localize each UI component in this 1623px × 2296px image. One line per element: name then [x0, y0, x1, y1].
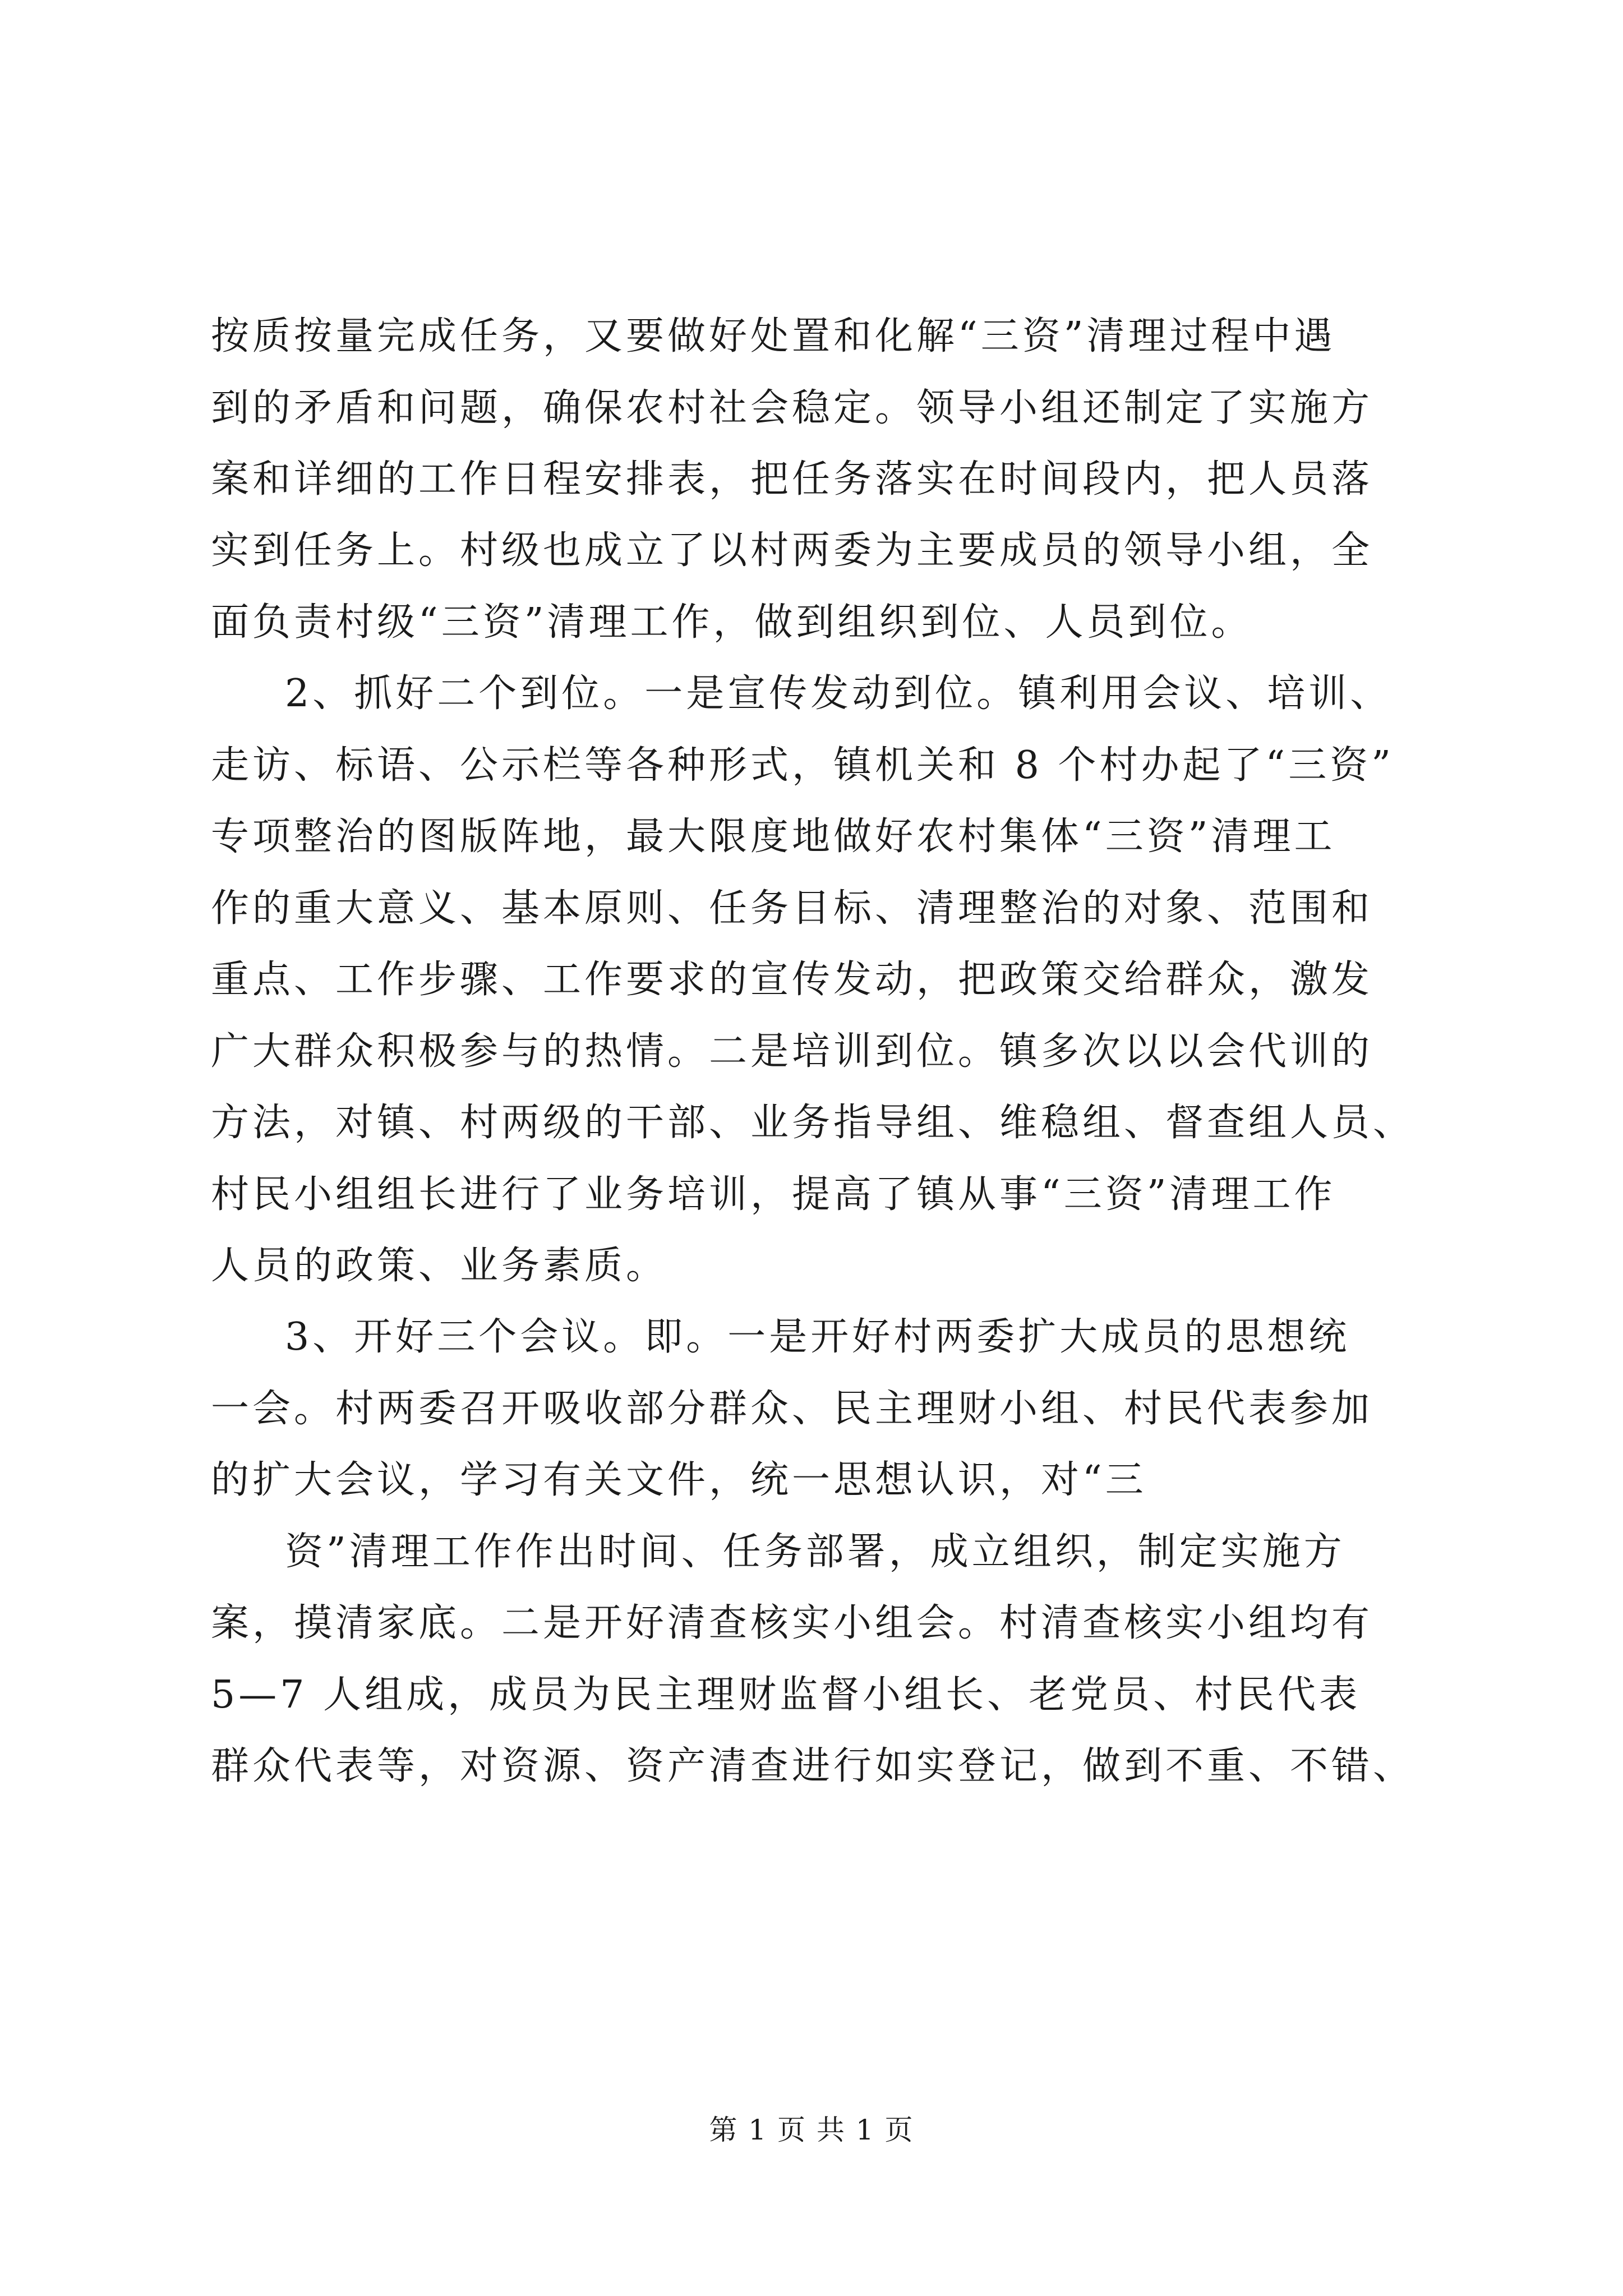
text-line: 广大群众积极参与的热情。二是培训到位。镇多次以以会代训的 — [211, 1029, 1373, 1074]
text-line: 案和详细的工作日程安排表，把任务落实在时间段内，把人员落 — [211, 457, 1373, 501]
text-line: 到的矛盾和问题，确保农村社会稳定。领导小组还制定了实施方 — [211, 386, 1373, 430]
text-line: 专项整治的图版阵地，最大限度地做好农村集体“三资”清理工 — [211, 815, 1336, 859]
text-line: 实到任务上。村级也成立了以村两委为主要成员的领导小组，全 — [211, 528, 1373, 573]
text-line: 群众代表等，对资源、资产清查进行如实登记，做到不重、不错、 — [211, 1744, 1415, 1788]
text-line: 案，摸清家底。二是开好清查核实小组会。村清查核实小组均有 — [211, 1601, 1373, 1645]
text-line-indented: 资”清理工作作出时间、任务部署，成立组织，制定实施方 — [285, 1530, 1345, 1574]
text-line: 作的重大意义、基本原则、任务目标、清理整治的对象、范围和 — [211, 886, 1373, 931]
text-line: 的扩大会议，学习有关文件，统一思想认识，对“三 — [211, 1458, 1147, 1502]
text-line: 一会。村两委召开吸收部分群众、民主理财小组、村民代表参加 — [211, 1387, 1373, 1431]
text-line: 按质按量完成任务，又要做好处置和化解“三资”清理过程中遇 — [211, 314, 1336, 358]
text-line: 5—7 人组成，成员为民主理财监督小组长、老党员、村民代表 — [211, 1673, 1361, 1717]
text-line: 面负责村级“三资”清理工作，做到组织到位、人员到位。 — [211, 600, 1253, 645]
text-line: 村民小组组长进行了业务培训，提高了镇从事“三资”清理工作 — [211, 1172, 1336, 1217]
text-line: 重点、工作步骤、工作要求的宣传发动，把政策交给群众，激发 — [211, 958, 1373, 1002]
page-footer: 第 1 页 共 1 页 — [709, 2114, 914, 2146]
paragraph-3-start: 3、开好三个会议。即。一是开好村两委扩大成员的思想统 — [285, 1315, 1350, 1359]
text-line: 方法，对镇、村两级的干部、业务指导组、维稳组、督查组人员、 — [211, 1101, 1415, 1145]
text-line: 人员的政策、业务素质。 — [211, 1244, 668, 1288]
text-line: 走访、标语、公示栏等各种形式，镇机关和 8 个村办起了“三资” — [211, 743, 1395, 788]
paragraph-2-start: 2、抓好二个到位。一是宣传发动到位。镇利用会议、培训、 — [285, 671, 1392, 716]
